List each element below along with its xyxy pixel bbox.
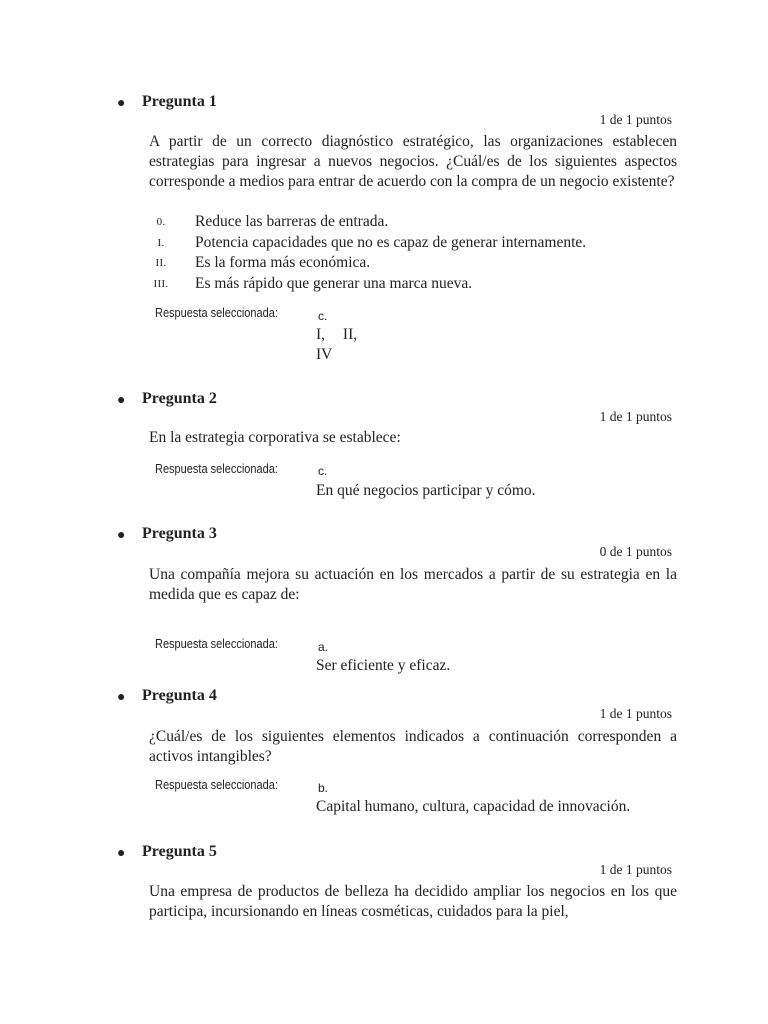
question-text: ¿Cuál/es de los siguientes elementos indicados a continuación corresponden a activos intangibles? [149,728,677,765]
question-points: 1 de 1 puntos [599,706,672,721]
answer-letter: b. [318,781,329,795]
question-text: Una empresa de productos de belleza ha decidido ampliar los negocios en los que participa, incursionando en líneas cosméticas, cuidados para la piel, [149,883,677,920]
option-text: Es la forma más económica. [195,254,371,271]
bullet: ● [117,528,126,543]
question-text: En la estrategia corporativa se establece: [149,429,401,446]
option-number: III. [153,277,169,290]
answer-label: Respuesta seleccionada: [155,778,278,792]
bullet: ● [117,393,126,408]
option-item [149,233,677,254]
option-item [149,212,677,233]
answer-label: Respuesta seleccionada: [155,306,278,320]
answer-letter: a. [318,640,329,654]
question-title: Pregunta 3 [142,525,217,542]
option-list [149,212,677,294]
answer-text: Capital humano, cultura, capacidad de innovación. [316,798,631,815]
bullet: ● [117,690,126,705]
option-text: Potencia capacidades que no es capaz de generar internamente. [195,233,587,251]
question-points: 1 de 1 puntos [599,862,672,877]
answer-letter: c. [318,309,328,323]
option-text: Es más rápido que generar una marca nueva. [195,274,473,292]
question-title: Pregunta 4 [142,687,217,704]
answer-label: Respuesta seleccionada: [155,462,278,476]
question-points: 0 de 1 puntos [599,544,672,559]
question-text: A partir de un correcto diagnóstico estratégico, las organizaciones establecen estrategias para ingresar a nuevos negocios. ¿Cuál/es de los siguientes aspectos corresponde a medios para entrar de acuerdo con la compra de un negocio existente? [149,133,677,190]
answer-text: I, II, IV [316,326,358,363]
question-title: Pregunta 5 [142,843,217,860]
bullet: ● [117,846,126,861]
bullet: ● [117,96,126,111]
answer-text: Ser eficiente y eficaz. [316,657,451,674]
question-text: Una compañía mejora su actuación en los mercados a partir de su estrategia en la medida que es capaz de: [149,566,677,603]
option-item [149,274,677,295]
option-item [149,253,677,274]
option-text: Reduce las barreras de entrada. [195,213,389,230]
question-points: 1 de 1 puntos [599,409,672,424]
answer-label: Respuesta seleccionada: [155,637,278,651]
question-title: Pregunta 2 [142,390,217,407]
question-points: 1 de 1 puntos [599,112,672,127]
question-title: Pregunta 1 [142,93,217,110]
option-number: II. [155,257,167,269]
answer-text: En qué negocios participar y cómo. [316,482,536,499]
option-number: 0. [156,216,166,228]
answer-letter: c. [318,464,328,478]
option-number: I. [157,236,165,249]
